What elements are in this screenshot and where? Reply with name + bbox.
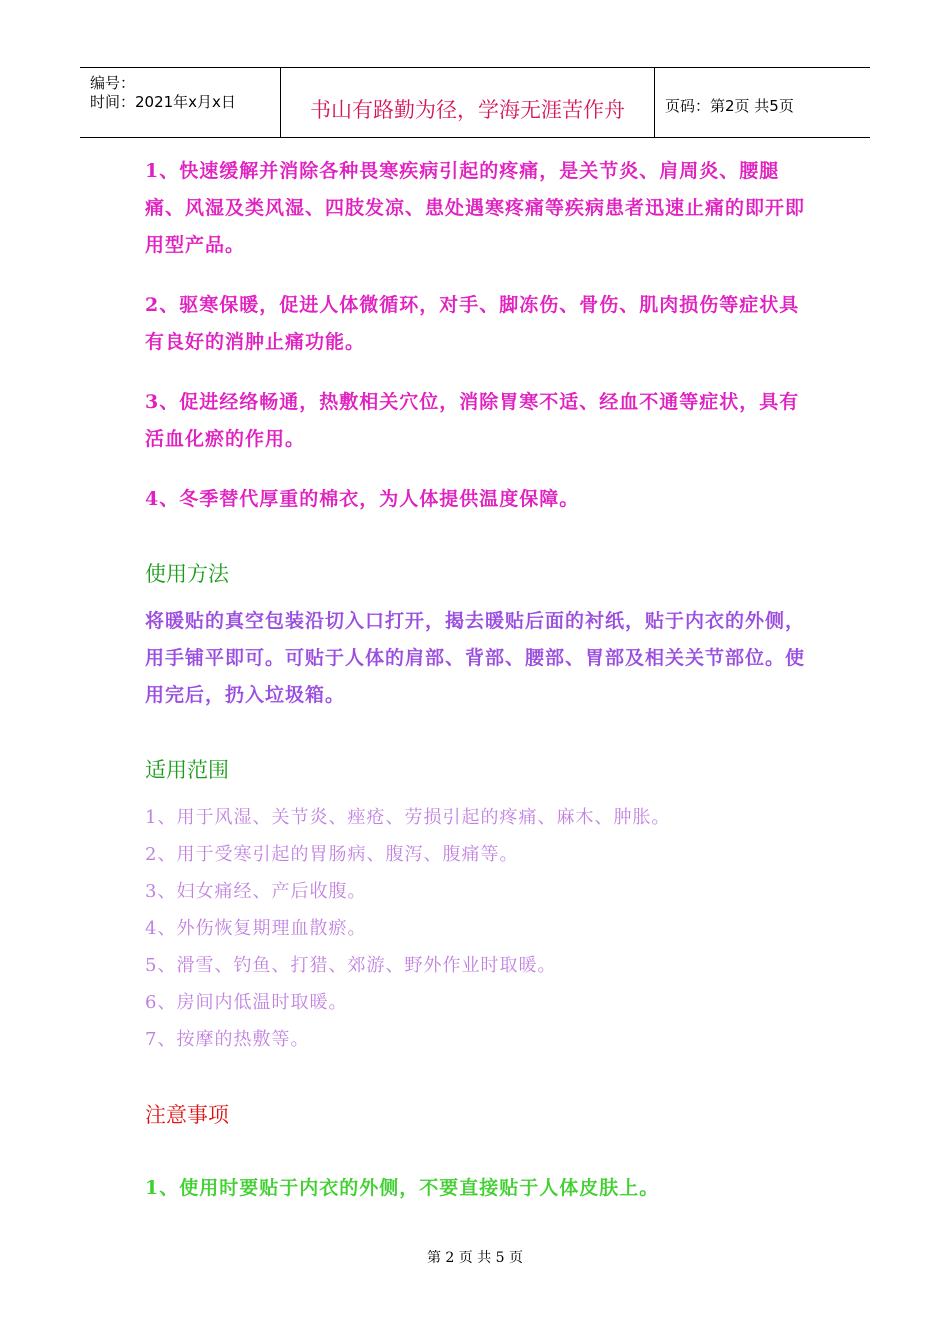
header-motto-cell <box>281 68 655 137</box>
effect-paragraph: 1、快速缓解并消除各种畏寒疾病引起的疼痛，是关节炎、肩周炎、腰腿痛、风湿及类风湿、四肢发凉、患处遇寒疼痛等疾病患者迅速止痛的即开即用型产品。 <box>145 160 806 256</box>
scope-item: 7、按摩的热敷等。 <box>145 1029 310 1050</box>
header-page-cell <box>655 68 870 137</box>
header-motto: 书山有路勤为径，学海无涯苦作舟 <box>310 98 625 122</box>
usage-text: 将暖贴的真空包装沿切入口打开，揭去暖贴后面的衬纸，贴于内衣的外侧，用手铺平即可。可贴于人体的肩部、背部、腰部、胃部及相关关节部位。使用完后，扔入垃圾箱。 <box>145 610 806 706</box>
page-header <box>80 67 870 138</box>
effect-paragraph: 4、冬季替代厚重的棉衣，为人体提供温度保障。 <box>145 488 580 510</box>
scope-item: 2、用于受寒引起的胃肠病、腹泻、腹痛等。 <box>145 844 519 865</box>
effect-paragraph: 2、驱寒保暖，促进人体微循环，对手、脚冻伤、骨伤、肌肉损伤等症状具有良好的消肿止痛功能。 <box>145 294 800 353</box>
page-footer: 第 2 页 共 5 页 <box>426 1250 524 1266</box>
scope-item: 6、房间内低温时取暖。 <box>145 992 348 1013</box>
usage-heading: 使用方法 <box>145 562 229 586</box>
scope-list <box>145 799 815 1058</box>
scope-item: 5、滑雪、钓鱼、打猎、郊游、野外作业时取暖。 <box>145 955 557 976</box>
effect-paragraph: 3、促进经络畅通，热敷相关穴位，消除胃寒不适、经血不通等症状，具有活血化瘀的作用。 <box>145 391 800 450</box>
document-number: 编号： <box>90 74 136 92</box>
scope-item: 3、妇女痛经、产后收腹。 <box>145 881 367 902</box>
scope-item: 1、用于风湿、关节炎、痤疮、劳损引起的疼痛、麻木、肿胀。 <box>145 807 671 828</box>
scope-heading: 适用范围 <box>145 758 229 782</box>
notes-heading: 注意事项 <box>145 1103 229 1127</box>
header-meta-cell <box>80 68 281 137</box>
header-page-number: 页码：第2页 共5页 <box>665 97 794 115</box>
notes-item: 1、使用时要贴于内衣的外侧，不要直接贴于人体皮肤上。 <box>145 1177 660 1199</box>
scope-item: 4、外伤恢复期理血散瘀。 <box>145 918 367 939</box>
document-date: 时间：2021年x月x日 <box>90 93 236 111</box>
